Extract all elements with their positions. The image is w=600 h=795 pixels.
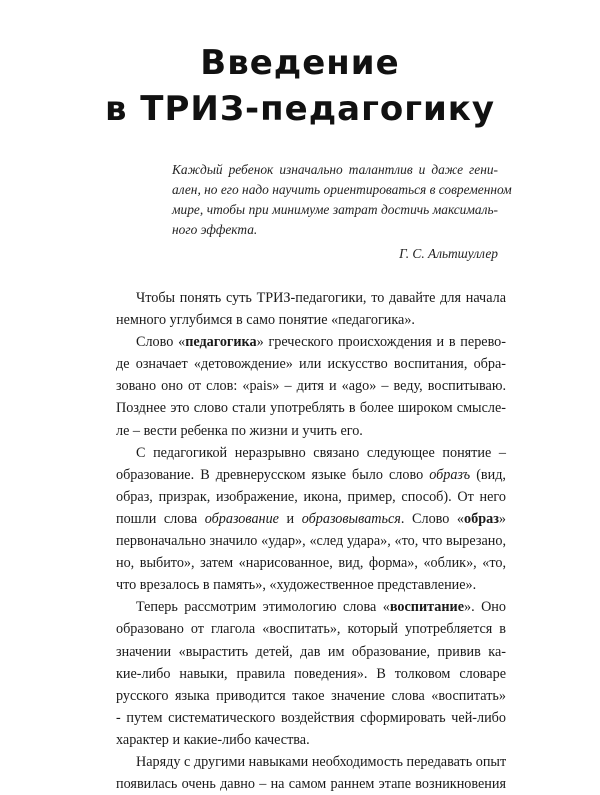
epigraph-line: Каждый ребенок изначально талантлив и даже гени-: [172, 162, 498, 177]
text-line: Слово «педагогика» греческого происхождения и в перево-: [136, 334, 507, 351]
text-line: - путем систематического воздействия сформировать чей-либо: [116, 709, 506, 726]
text-line: русского языка приводится такое значение слова «воспитать»: [116, 687, 506, 704]
text-line: С педагогикой неразрывно связано следующее понятие –: [136, 444, 506, 461]
body-text: [116, 287, 506, 795]
paragraph-2: [116, 331, 506, 441]
chapter-title: [0, 40, 600, 132]
term-obraz-old: образъ: [429, 466, 471, 483]
text-line: появилась очень давно – на самом раннем этапе возникновения: [116, 776, 506, 793]
epigraph: [172, 160, 512, 264]
text-line: де означает «детовождение» или искусство воспитания, обра-: [116, 356, 506, 373]
epigraph-line: ного эффекта.: [172, 222, 258, 237]
text-line: зовано оно от слов: «pais» – дитя и «ago» – веду, воспитываю.: [116, 378, 506, 395]
paragraph-5: [116, 751, 506, 795]
term-obrazovanie: образование: [204, 510, 279, 527]
text-line: пошли слова образование и образовываться. Слово «образ»: [116, 510, 506, 527]
text-line: образование. В древнерусском языке было слово образъ (вид,: [116, 466, 506, 483]
text-line: значении «вырастить детей, дав им образование, привив ка-: [116, 643, 506, 660]
text-line: Наряду с другими навыками необходимость передавать опыт: [136, 753, 507, 770]
text-line: характер и какие-либо качества.: [116, 731, 310, 748]
paragraph-1: [116, 287, 506, 331]
term-vospitanie: воспитание: [389, 599, 464, 616]
paragraph-4: [116, 596, 506, 751]
text-line: немного углубимся в само понятие «педагогика».: [116, 312, 415, 329]
text-line: первоначально значило «удар», «след удара», «то, что вырезано,: [116, 533, 506, 550]
text-line: ле – вести ребенка по жизни и учить его.: [116, 422, 363, 439]
text-line: кие-либо навыки, правила поведения». В толковом словаре: [116, 665, 506, 682]
epigraph-line: ален, но его надо научить ориентироваться в современном: [172, 182, 512, 197]
chapter-title-line-1: Введение: [200, 43, 400, 83]
term-obraz: образ: [464, 510, 499, 527]
term-pedagogika: педагогика: [185, 334, 257, 351]
term-obrazovyvatsya: образовываться: [301, 510, 401, 527]
epigraph-line: мире, чтобы при минимуме затрат достичь максималь-: [172, 202, 498, 217]
text-line: Позднее это слово стали употреблять в более широком смысле-: [116, 400, 506, 417]
epigraph-author: Г. С. Альтшуллер: [399, 246, 498, 261]
text-line: Чтобы понять суть ТРИЗ-педагогики, то давайте для начала: [136, 290, 506, 306]
text-line: образ, призрак, изображение, икона, пример, способ). От него: [116, 488, 506, 505]
text-line: Теперь рассмотрим этимологию слова «воспитание». Оно: [136, 599, 506, 616]
text-line: образовано от глагола «воспитать», который употребляется в: [116, 621, 506, 638]
paragraph-3: [116, 442, 506, 597]
text-line: но, выбито», затем «нарисованное, вид, форма», «облик», «то,: [116, 555, 506, 572]
text-line: что врезалось в память», «художественное представление».: [116, 577, 477, 594]
chapter-title-line-2: в ТРИЗ-педагогику: [104, 89, 496, 129]
